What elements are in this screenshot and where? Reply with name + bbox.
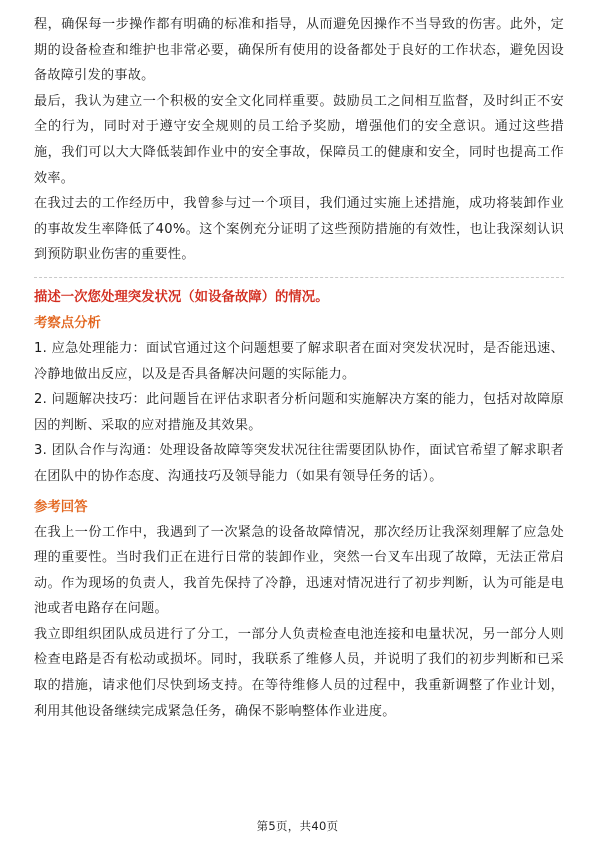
intro-paragraph-3: 在我过去的工作经历中，我曾参与过一个项目，我们通过实施上述措施，成功将装卸作业的事故发生率降低了40%。这个案例充分证明了这些预防措施的有效性，也让我深刻认识到预防职业伤害的重要性。	[34, 196, 564, 263]
answer-paragraph-2: 我立即组织团队成员进行了分工，一部分人负责检查电池连接和电量状况，另一部分人则检查电路是否有松动或损坏。同时，我联系了维修人员，并说明了我们的初步判断和已采取的措施，请求他们尽快到场支持。在等待维修人员的过程中，我重新调整了作业计划，利用其他设备继续完成紧急任务，确保不影响整体作业进度。	[34, 626, 564, 719]
intro-paragraph-2: 最后，我认为建立一个积极的安全文化同样重要。鼓励员工之间相互监督，及时纠正不安全的行为，同时对于遵守安全规则的员工给予奖励，增强他们的安全意识。通过这些措施，我们可以大大降低装卸作业中的安全事故，保障员工的健康和安全，同时也提高工作效率。	[34, 93, 564, 186]
analysis-item-1: 1. 应急处理能力：面试官通过这个问题想要了解求职者在面对突发状况时，是否能迅速、冷静地做出反应，以及是否具备解决问题的实际能力。	[34, 340, 564, 382]
analysis-item-2: 2. 问题解决技巧：此问题旨在评估求职者分析问题和实施解决方案的能力，包括对故障原因的判断、采取的应对措施及其效果。	[34, 392, 564, 433]
analysis-item-3: 3. 团队合作与沟通：处理设备故障等突发状况往往需要团队协作，面试官希望了解求职者在团队中的协作态度、沟通技巧及领导能力（如果有领导任务的话）。	[34, 443, 564, 484]
page-number-footer: 第5页，共40页	[256, 819, 339, 833]
interview-question: 描述一次您处理突发状况（如设备故障）的情况。	[34, 289, 329, 305]
intro-paragraph-1: 程，确保每一步操作都有明确的标准和指导，从而避免因操作不当导致的伤害。此外，定期的设备检查和维护也非常必要，确保所有使用的设备都处于良好的工作状态，避免因设备故障引发的事故。	[34, 17, 564, 84]
answer-heading: 参考回答	[34, 499, 88, 515]
page-content	[34, 12, 564, 724]
analysis-heading: 考察点分析	[34, 315, 101, 331]
answer-paragraph-1: 在我上一份工作中，我遇到了一次紧急的设备故障情况，那次经历让我深刻理解了应急处理的重要性。当时我们正在进行日常的装卸作业，突然一台叉车出现了故障，无法正常启动。作为现场的负责人，我首先保持了冷静，迅速对情况进行了初步判断，认为可能是电池或者电路存在问题。	[34, 524, 564, 617]
section-divider	[34, 277, 564, 278]
